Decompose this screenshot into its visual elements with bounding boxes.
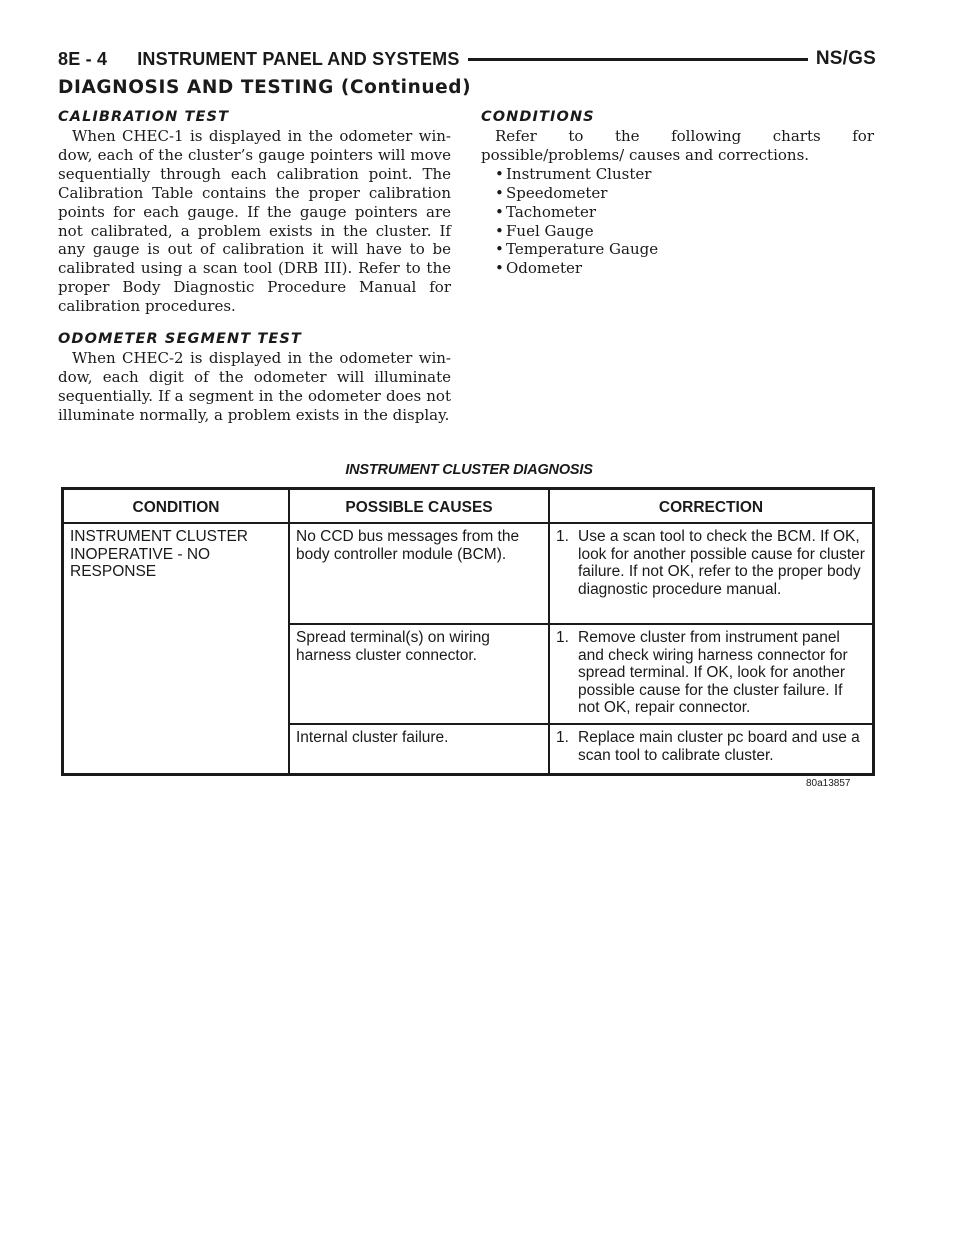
conditions-list — [481, 165, 874, 278]
correction-cell — [550, 525, 872, 598]
header-rule — [468, 58, 808, 61]
cause-cell: No CCD bus messages from the body controller module (BCM). — [296, 528, 520, 563]
bullet-icon: • — [495, 164, 504, 183]
list-item: • Speedometer — [495, 183, 608, 202]
correction-cell — [550, 726, 872, 764]
odometer-segment-test-text: When CHEC-2 is displayed in the odometer window, each digit of the odometer will illuminate sequentially. If a segment in the odometer does not illuminate normally, a problem exists in the display. — [58, 349, 451, 424]
list-item: • Odometer — [495, 259, 583, 278]
header-correction: CORRECTION — [658, 498, 764, 516]
cause-cell: Spread terminal(s) on wiring harness cluster connector. — [296, 629, 490, 664]
row-divider — [288, 723, 872, 725]
step-number: 1. — [556, 629, 569, 646]
bullet-icon: • — [495, 183, 504, 202]
calibration-test-text: When CHEC-1 is displayed in the odometer window, each of the cluster’s gauge pointers will move sequentially through each calibration point. The Calibration Table contains the proper calibration points for each gauge. If the gauge pointers are not calibrated, a problem exists in the cluster. If any gauge is out of calibration it will have to be calibrated using a scan tool (DRB III). Refer to the proper Body Diagnostic Procedure Manual for calibration procedures. — [58, 127, 451, 316]
list-item: • Tachometer — [495, 202, 597, 221]
section-heading: DIAGNOSIS AND TESTING (Continued) — [58, 77, 472, 98]
conditions-heading: CONDITIONS — [481, 109, 595, 125]
diagnosis-table-title: INSTRUMENT CLUSTER DIAGNOSIS — [345, 462, 593, 478]
conditions-text: Refer to the following charts for possible/problems/ causes and corrections. — [481, 127, 874, 164]
diagnosis-table — [61, 487, 875, 776]
right-column — [481, 108, 874, 278]
chapter-title: INSTRUMENT PANEL AND SYSTEMS — [137, 48, 460, 69]
calibration-test-heading: CALIBRATION TEST — [58, 109, 230, 125]
correction-text: Replace main cluster pc board and use a scan tool to calibrate cluster. — [578, 729, 860, 764]
step-number: 1. — [556, 729, 569, 746]
vehicle-code: NS/GS — [815, 48, 876, 69]
cause-cell: Internal cluster failure. — [296, 729, 449, 746]
correction-cell — [550, 626, 872, 717]
correction-text: Remove cluster from instrument panel and check wiring harness connector for spread terminal. If OK, look for another possible cause for the cluster failure. If not OK, repair connector. — [578, 629, 848, 716]
bullet-icon: • — [495, 259, 504, 278]
list-item: • Instrument Cluster — [495, 164, 652, 183]
bullet-icon: • — [495, 221, 504, 240]
row-divider — [288, 623, 872, 625]
header-condition: CONDITION — [132, 498, 220, 516]
correction-text: Use a scan tool to check the BCM. If OK, look for another possible cause for cluster failure. If not OK, refer to the proper body diagnostic procedure manual. — [578, 528, 865, 598]
bullet-icon: • — [495, 240, 504, 259]
odometer-segment-test-heading: ODOMETER SEGMENT TEST — [58, 331, 302, 348]
condition-cell: INSTRUMENT CLUSTER INOPERATIVE - NO RESPONSE — [70, 528, 248, 580]
step-number: 1. — [556, 528, 569, 545]
figure-id: 80a13857 — [806, 778, 851, 789]
list-item: • Fuel Gauge — [495, 221, 594, 240]
left-column — [58, 108, 451, 425]
list-item: • Temperature Gauge — [495, 240, 659, 259]
header-possible-causes: POSSIBLE CAUSES — [345, 498, 493, 516]
page-header — [58, 44, 876, 74]
bullet-icon: • — [495, 202, 504, 221]
page-number: 8E - 4 — [58, 48, 108, 69]
